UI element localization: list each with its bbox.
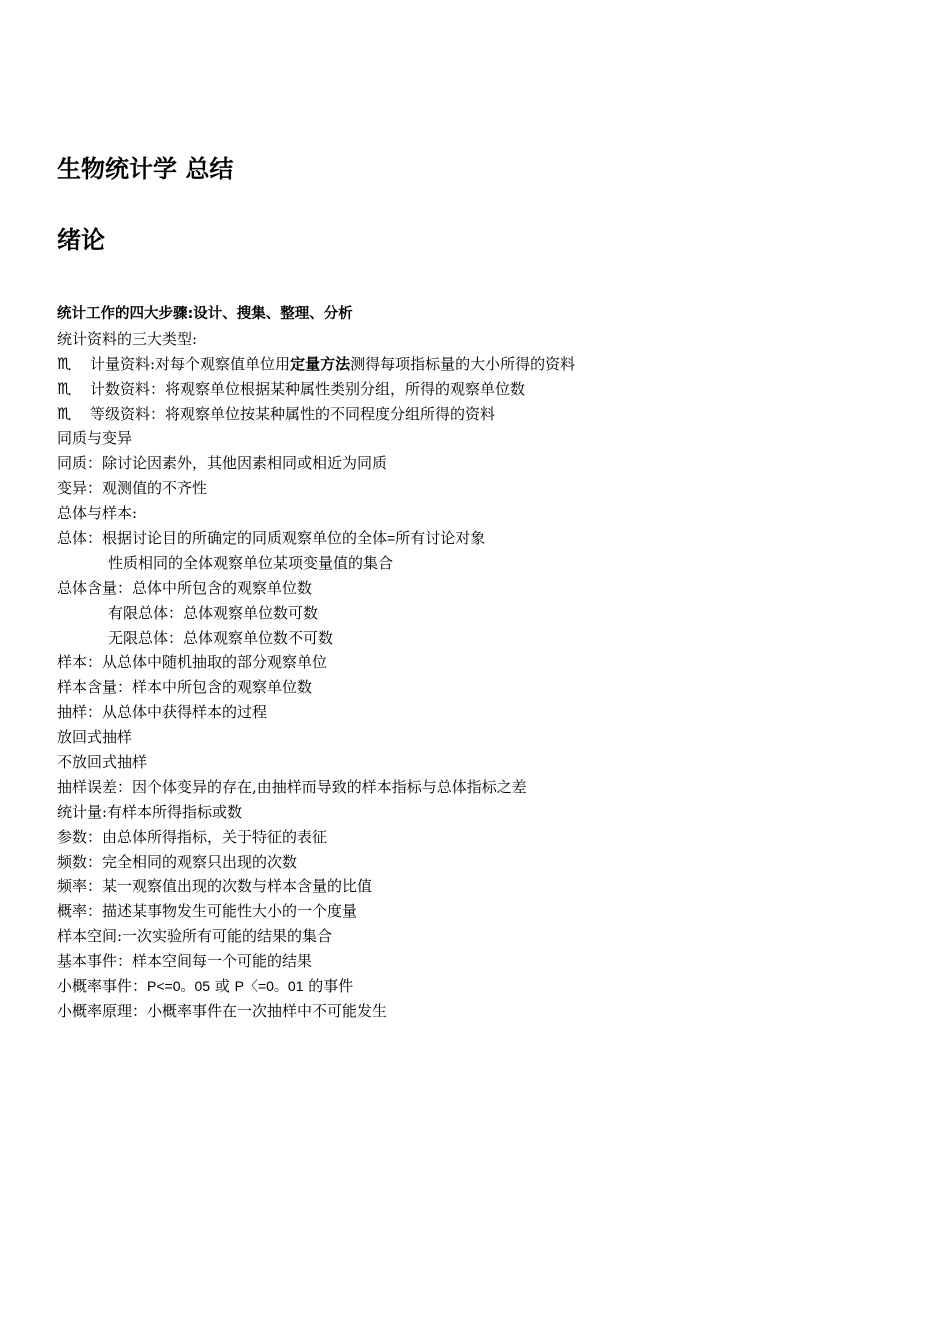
small-prob-a: P<=0。05 — [147, 978, 211, 995]
bullet-icon: ♏ — [57, 353, 72, 373]
bullet-text: 计数资料：将观察单位根据某种属性类别分组，所得的观察单位数 — [90, 379, 526, 398]
text-line: 频数：完全相同的观察只出现的次数 — [57, 852, 298, 871]
types-heading: 统计资料的三大类型: — [57, 329, 198, 348]
text-line: 变异：观测值的不齐性 — [57, 479, 208, 498]
small-prob-post: 的事件 — [303, 977, 354, 996]
steps-line: 统计工作的四大步骤:设计、搜集、整理、分析 — [57, 306, 353, 322]
text-line — [57, 974, 917, 999]
equals-sign: = — [387, 530, 396, 547]
text-line: 频率：某一观察值出现的次数与样本含量的比值 — [57, 877, 373, 896]
section-heading: 绪论 — [57, 226, 105, 254]
bullet-text: 等级资料：将观察单位按某种属性的不同程度分组所得的资料 — [90, 404, 496, 423]
document-title: 生物统计学 总结 — [57, 155, 234, 183]
text-line: 参数：由总体所得指标，关于特征的表征 — [57, 827, 328, 846]
text-line: 放回式抽样 — [57, 728, 133, 747]
text-line: 同质：除讨论因素外，其他因素相同或相近为同质 — [57, 454, 388, 473]
bullet-text-pre: 计量资料:对每个观察值单位用 — [90, 354, 291, 373]
small-prob-or: 或 — [210, 977, 235, 996]
text-line: 概率：描述某事物发生可能性大小的一个度量 — [57, 902, 358, 921]
text-line: 同质与变异 — [57, 429, 133, 448]
text-line: 不放回式抽样 — [57, 753, 148, 772]
text-line: 样本空间:一次实验所有可能的结果的集合 — [57, 927, 333, 946]
text-line: 小概率原理：小概率事件在一次抽样中不可能发生 — [57, 1001, 388, 1020]
text-line: 抽样：从总体中获得样本的过程 — [57, 703, 268, 722]
text-line: 基本事件：样本空间每一个可能的结果 — [57, 952, 313, 971]
list-item — [57, 352, 917, 377]
bullet-text-post: 测得每项指标量的大小所得的资料 — [350, 354, 576, 373]
list-item — [57, 402, 917, 427]
text-line: 总体与样本: — [57, 504, 138, 523]
text-line: 有限总体：总体观察单位数可数 — [108, 603, 319, 622]
text-line — [57, 526, 917, 551]
text-line: 抽样误差：因个体变异的存在,由抽样而导致的样本指标与总体指标之差 — [57, 777, 527, 796]
list-item — [57, 377, 917, 402]
text-line: 样本含量：样本中所包含的观察单位数 — [57, 678, 313, 697]
text-line: 总体含量：总体中所包含的观察单位数 — [57, 578, 313, 597]
population-def-pre: 总体：根据讨论目的所确定的同质观察单位的全体 — [57, 529, 388, 548]
text-line: 样本：从总体中随机抽取的部分观察单位 — [57, 653, 328, 672]
small-prob-b: P〈=0。01 — [234, 978, 304, 995]
text-line: 无限总体：总体观察单位数不可数 — [108, 628, 334, 647]
bullet-bold-text: 定量方法 — [290, 354, 351, 373]
population-def-post: 所有讨论对象 — [395, 529, 486, 548]
text-line: 统计量:有样本所得指标或数 — [57, 802, 243, 821]
bullet-icon: ♏ — [57, 378, 72, 398]
content-body — [57, 302, 917, 1024]
text-line: 性质相同的全体观察单位某项变量值的集合 — [108, 553, 394, 572]
bullet-icon: ♏ — [57, 403, 72, 423]
small-prob-pre: 小概率事件： — [57, 977, 148, 996]
